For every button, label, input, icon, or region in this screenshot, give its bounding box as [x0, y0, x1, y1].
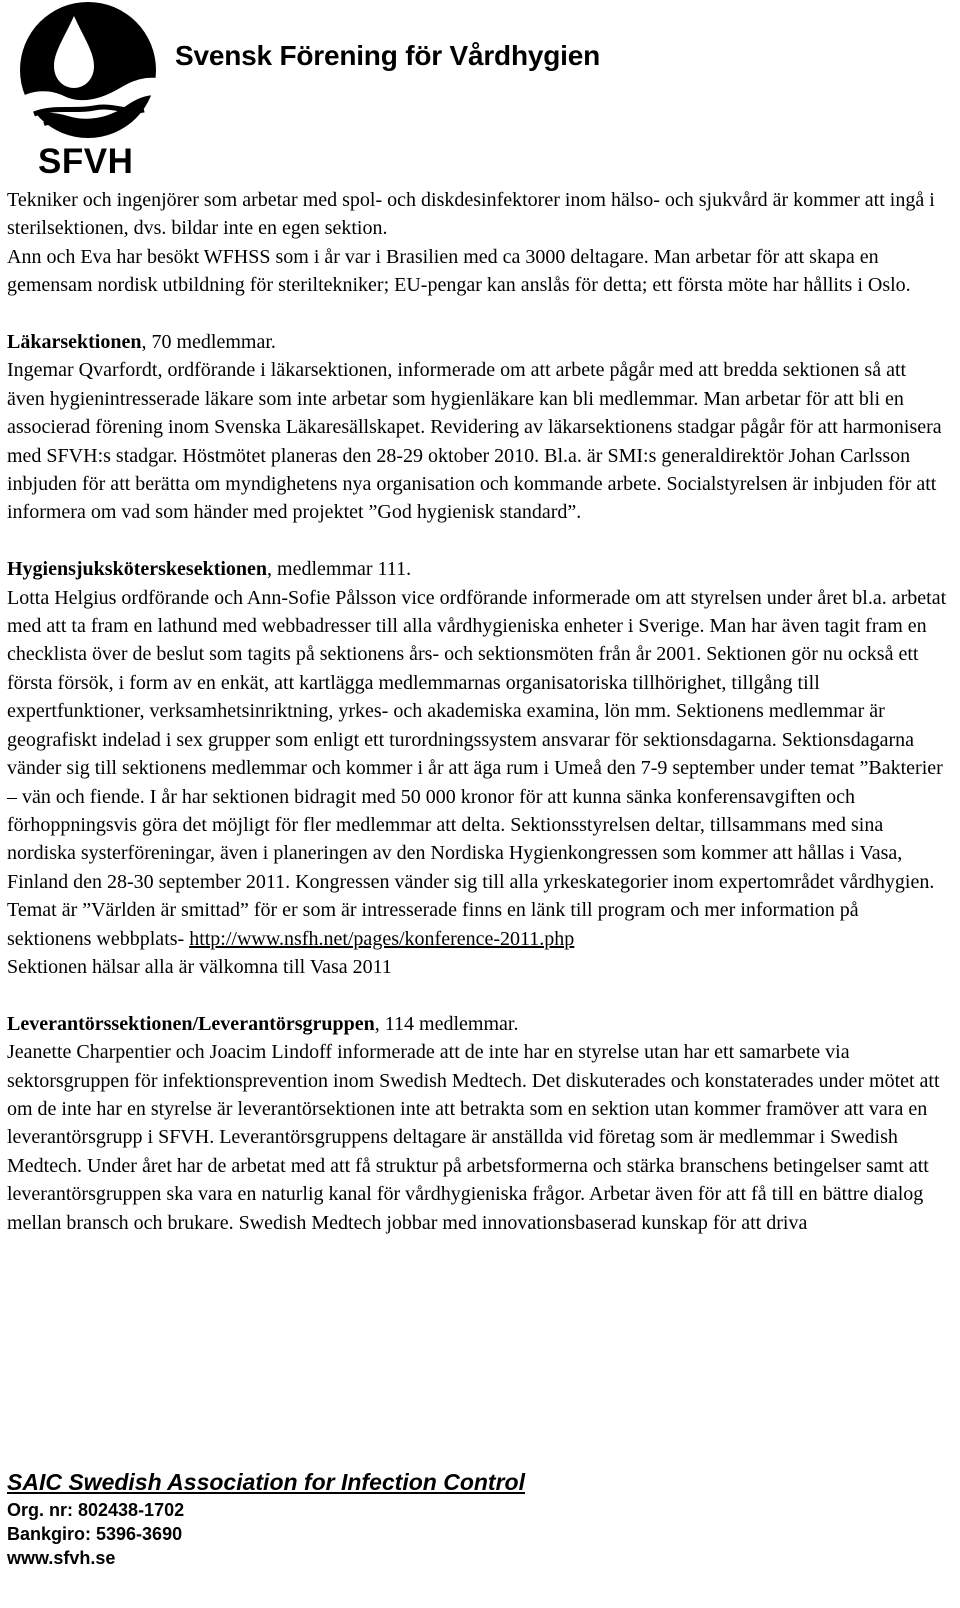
document-body: [7, 186, 947, 1237]
section-heading-hygien: [7, 555, 947, 583]
website-link[interactable]: www.sfvh.se: [7, 1548, 116, 1568]
conference-link[interactable]: http://www.nsfh.net/pages/konference-2011.php: [189, 927, 575, 950]
association-name: SAIC Swedish Association for Infection Control: [7, 1469, 525, 1495]
member-count: , 114 medlemmar.: [374, 1012, 519, 1035]
org-abbreviation: SFVH: [38, 142, 134, 181]
section-body-lev: Jeanette Charpentier och Joacim Lindoff informerade att de inte har en styrelse utan har ett samarbete via sektorsgruppen för infektionsprevention inom Swedish Medtech. Det diskuterades och konstaterades under mötet att om de inte har en styrelse är leverantörsektionen inte att betrakta som en sektion utan kommer framöver att vara en leverantörsgrupp i SFVH. Leverantörsgruppens deltagare är anställda vid företag som är medlemmar i Swedish Medtech. Under året har de arbetat med att få struktur på arbetsformerna och stärka branschens betingelser samt att leverantörsgruppen ska vara en naturlig kanal för vårdhygieniska frågor. Arbetar även för att få till en bättre dialog mellan bransch och brukare. Swedish Medtech jobbar med innovationsbaserad kunskap för att driva: [7, 1041, 940, 1234]
org-number: Org. nr: 802438-1702: [7, 1500, 185, 1520]
bankgiro: Bankgiro: 5396-3690: [7, 1524, 183, 1544]
section-heading-lakar: [7, 328, 947, 356]
letterhead: [0, 0, 960, 182]
section-heading-lev: [7, 1010, 947, 1038]
intro-paragraph-1: Tekniker och ingenjörer som arbetar med spol- och diskdesinfektorer inom hälso- och sjukvård är kommer att ingå i sterilsektionen, dvs. bildar inte en egen sektion.: [7, 189, 935, 240]
heading-text: Läkarsektionen: [7, 331, 142, 354]
org-name: Svensk Förening för Vårdhygien: [175, 40, 600, 71]
intro-paragraph-2: Ann och Eva har besökt WFHSS som i år var i Brasilien med ca 3000 deltagare. Man arbetar för att skapa en gemensam nordisk utbildning för steriltekniker; EU-pengar kan anslås för detta; ett första möte har hållits i Oslo.: [7, 245, 911, 297]
drop-over-hand-logo: [4, 2, 170, 142]
section-closing-hygien: Sektionen hälsar alla är välkomna till Vasa 2011: [7, 955, 392, 978]
heading-text: Hygiensjuksköterskesektionen: [7, 558, 268, 581]
section-body-lakar: Ingemar Qvarfordt, ordförande i läkarsektionen, informerade om att arbete pågår med att bredda sektionen så att även hygienintresserade läkare som inte arbetar som hygienläkare kan bli medlemmar. Man arbetar för att bli en associerad förening inom Svenska Läkaresällskapet. Revidering av läkarsektionens stadgar pågår för att harmonisera med SFVH:s stadgar. Höstmötet planeras den 28-29 oktober 2010. Bl.a. är SMI:s generaldirektör Johan Carlsson inbjuden för att berätta om myndighetens nya organisation och kommande arbete. Socialstyrelsen är inbjuden för att informera om vad som händer med projektet ”God hygienisk standard”.: [7, 359, 942, 524]
member-count: , medlemmar 111.: [267, 558, 412, 581]
member-count: , 70 medlemmar.: [141, 331, 276, 354]
footer: [7, 1466, 947, 1570]
section-body-hygien: [7, 584, 947, 953]
heading-text: Leverantörssektionen/Leverantörsgruppen: [7, 1012, 375, 1035]
body-text: Lotta Helgius ordförande och Ann-Sofie Pålsson vice ordförande informerade om att styrelsen under året bl.a. arbetat med att ta fram en lathund med webbadresser till alla vårdhygieniska enheter i Sverige. Man har även tagit fram en checklista över de beslut som tagits på sektionens års- och sektionsmöten från år 2001. Sektionen gör nu också ett första försök, i form av en enkät, att kartlägga medlemmarnas organisatoriska tillhörighet, tillgång till expertfunktioner, verksamhetsinriktning, yrkes- och akademiska examina, lön mm. Sektionens medlemmar är geografiskt indelad i sex grupper som enligt ett turordningssystem ansvarar för sektionsdagarna. Sektionsdagarna vänder sig till sektionens medlemmar och kommer i år att äga rum i Umeå den 7-9 september under temat ”Bakterier – vän och fiende. I år har sektionen bidragit med 50 000 kronor för att kunna sänka konferensavgiften och förhoppningsvis göra det möjligt för fler medlemmar att delta. Sektionsstyrelsen deltar, tillsammans med sina nordiska systerföreningar, även i planeringen av den Nordiska Hygienkongressen som kommer att hållas i Vasa, Finland den 28-30 september 2011. Kongressen vänder sig till alla yrkeskategorier inom expertområdet vårdhygien. Temat är ”Världen är smittad” för er som är intresserade finns en länk till program och mer information på sektionens webbplats-: [7, 586, 947, 950]
